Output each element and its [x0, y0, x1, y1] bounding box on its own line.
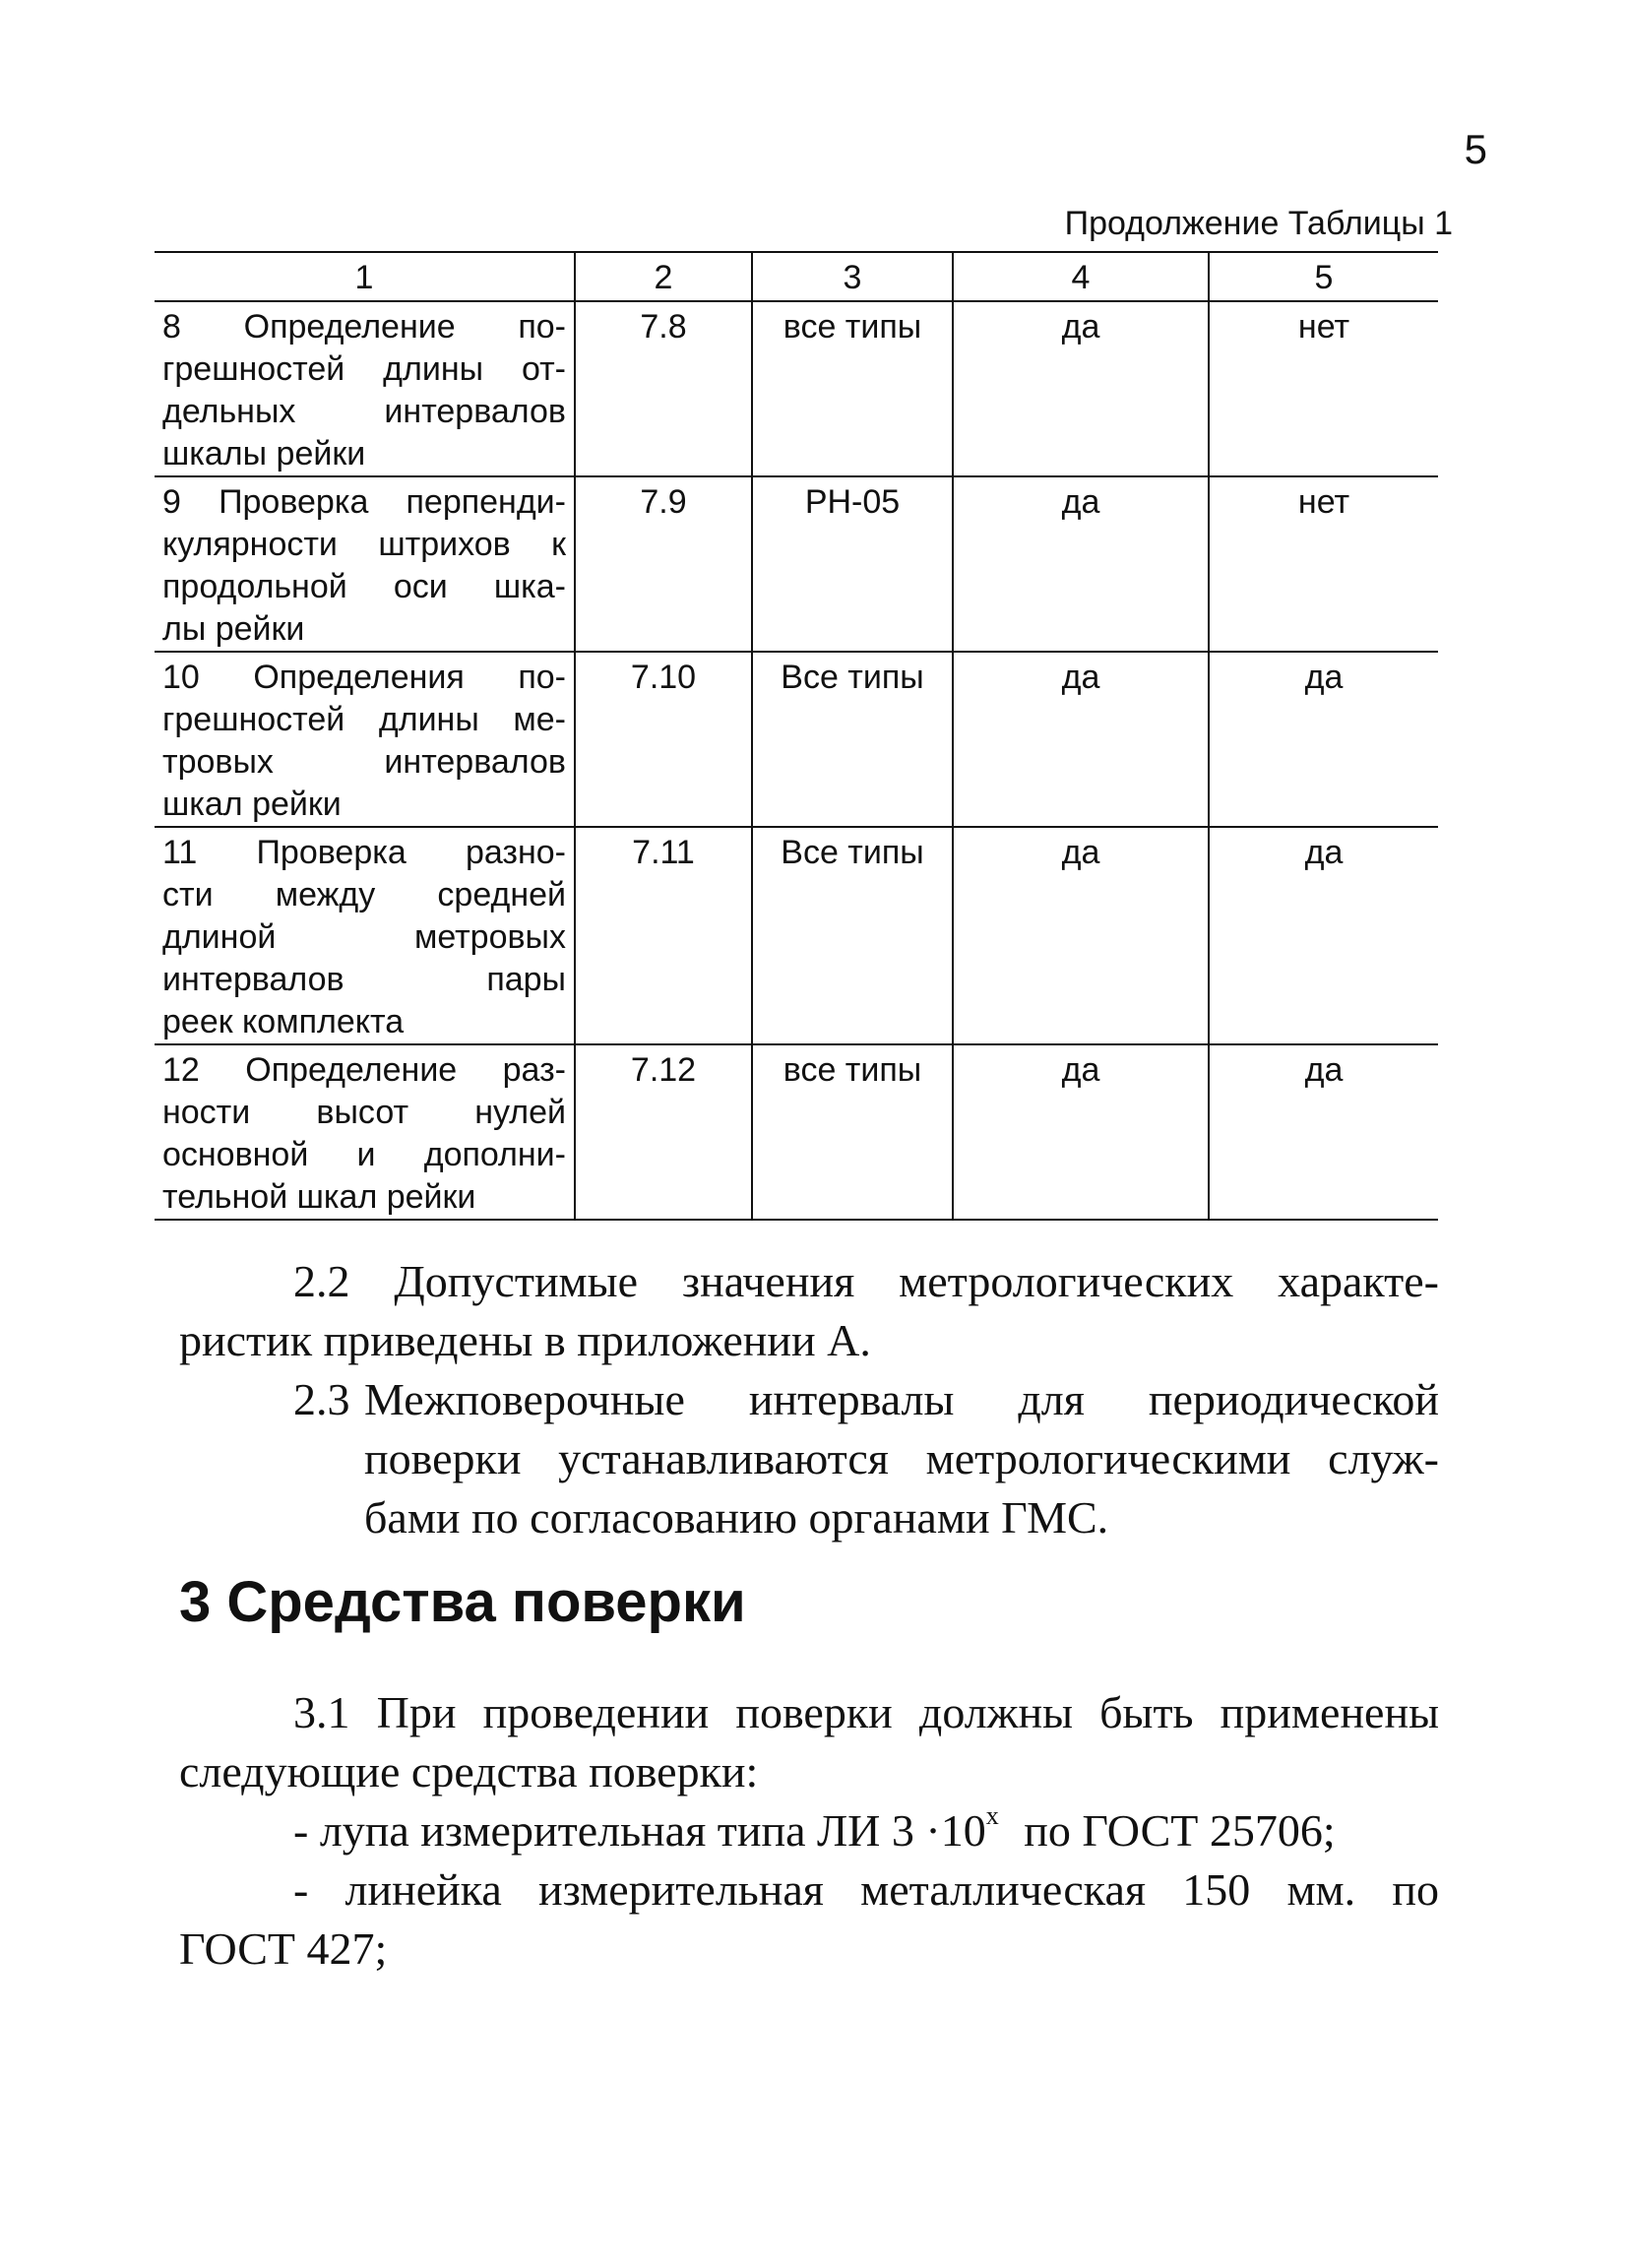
column-5-cell: да [1209, 827, 1438, 1044]
operation-name-cell [155, 827, 575, 1044]
instrument-type-cell: РН-05 [752, 476, 953, 652]
table-row [155, 1044, 1438, 1220]
page-number: 5 [1464, 126, 1487, 172]
paragraph-2-2-line-2: ристик приведены в приложении А. [179, 1315, 871, 1365]
cell-text-line: грешностей длины от- [162, 350, 566, 388]
column-4-cell: да [953, 476, 1209, 652]
section-heading: 3 Средства поверки [179, 1570, 746, 1634]
list-item-tail: по ГОСТ 25706; [1024, 1805, 1336, 1856]
table-caption: Продолжение Таблицы 1 [1064, 205, 1453, 242]
list-item-ruler-line-1: - линейка измерительная металлическая 150 мм. по [293, 1864, 1439, 1915]
cell-text-line: шкал рейки [162, 786, 342, 823]
column-5-cell: да [1209, 652, 1438, 827]
cell-text-line: дельных интервалов [162, 393, 566, 430]
cell-text-line: тровых интервалов [162, 743, 566, 781]
operation-name-cell [155, 476, 575, 652]
paragraph-2-3-line-1: Межповерочные интервалы для периодической [364, 1374, 1439, 1424]
column-4-cell: да [953, 827, 1209, 1044]
instrument-type-cell: все типы [752, 1044, 953, 1220]
cell-text-line: длиной метровых [162, 918, 566, 956]
cell-text-line: 11 Проверка разно- [162, 834, 566, 871]
cell-text-line: шкалы рейки [162, 435, 366, 472]
operation-name-cell [155, 301, 575, 476]
column-header-2: 2 [575, 252, 752, 301]
cell-text-line: интервалов пары [162, 961, 566, 998]
cell-text-line: 10 Определения по- [162, 659, 566, 696]
cell-text-line: лы рейки [162, 610, 305, 648]
verification-operations-table [155, 251, 1438, 1221]
instrument-type-cell: Все типы [752, 652, 953, 827]
cell-text-line: продольной оси шка- [162, 568, 566, 605]
column-header-3: 3 [752, 252, 953, 301]
clause-cell: 7.10 [575, 652, 752, 827]
table-row [155, 476, 1438, 652]
clause-cell: 7.12 [575, 1044, 752, 1220]
column-header-4: 4 [953, 252, 1209, 301]
table-header-row [155, 252, 1438, 301]
column-4-cell: да [953, 652, 1209, 827]
column-5-cell: да [1209, 1044, 1438, 1220]
list-item-text: - лупа измерительная типа ЛИ 3 ·10 [293, 1805, 986, 1856]
operation-name-cell [155, 1044, 575, 1220]
column-4-cell: да [953, 1044, 1209, 1220]
table-row [155, 652, 1438, 827]
paragraph-3-1-line-2: следующие средства поверки: [179, 1746, 759, 1796]
table-row [155, 827, 1438, 1044]
paragraph-2-3-number: 2.3 [293, 1374, 350, 1424]
paragraph-2-2-line-1: 2.2 Допустимые значения метрологических характе- [293, 1256, 1439, 1306]
cell-text-line: грешностей длины ме- [162, 701, 566, 738]
paragraph-2-3-line-3: бами по согласованию органами ГМС. [364, 1492, 1109, 1543]
list-item-ruler-line-2: ГОСТ 427; [179, 1923, 388, 1974]
instrument-type-cell: все типы [752, 301, 953, 476]
list-item-magnifier [293, 1801, 1336, 1860]
column-header-1: 1 [155, 252, 575, 301]
cell-text-line: тельной шкал рейки [162, 1178, 476, 1216]
column-5-cell: нет [1209, 476, 1438, 652]
clause-cell: 7.8 [575, 301, 752, 476]
cell-text-line: основной и дополни- [162, 1136, 566, 1173]
cell-text-line: сти между средней [162, 876, 566, 914]
column-4-cell: да [953, 301, 1209, 476]
cell-text-line: 12 Определение раз- [162, 1051, 566, 1089]
cell-text-line: 9 Проверка перпенди- [162, 483, 566, 521]
column-header-5: 5 [1209, 252, 1438, 301]
operation-name-cell [155, 652, 575, 827]
cell-text-line: 8 Определение по- [162, 308, 566, 346]
column-5-cell: нет [1209, 301, 1438, 476]
instrument-type-cell: Все типы [752, 827, 953, 1044]
paragraph-2-3-line-2: поверки устанавливаются метрологическими служ- [364, 1433, 1439, 1483]
cell-text-line: кулярности штрихов к [162, 526, 566, 563]
paragraph-3-1-line-1: 3.1 При проведении поверки должны быть применены [293, 1687, 1439, 1737]
clause-cell: 7.11 [575, 827, 752, 1044]
clause-cell: 7.9 [575, 476, 752, 652]
table-row [155, 301, 1438, 476]
superscript-x: x [985, 1801, 999, 1830]
cell-text-line: реек комплекта [162, 1003, 405, 1040]
cell-text-line: ности высот нулей [162, 1094, 566, 1131]
